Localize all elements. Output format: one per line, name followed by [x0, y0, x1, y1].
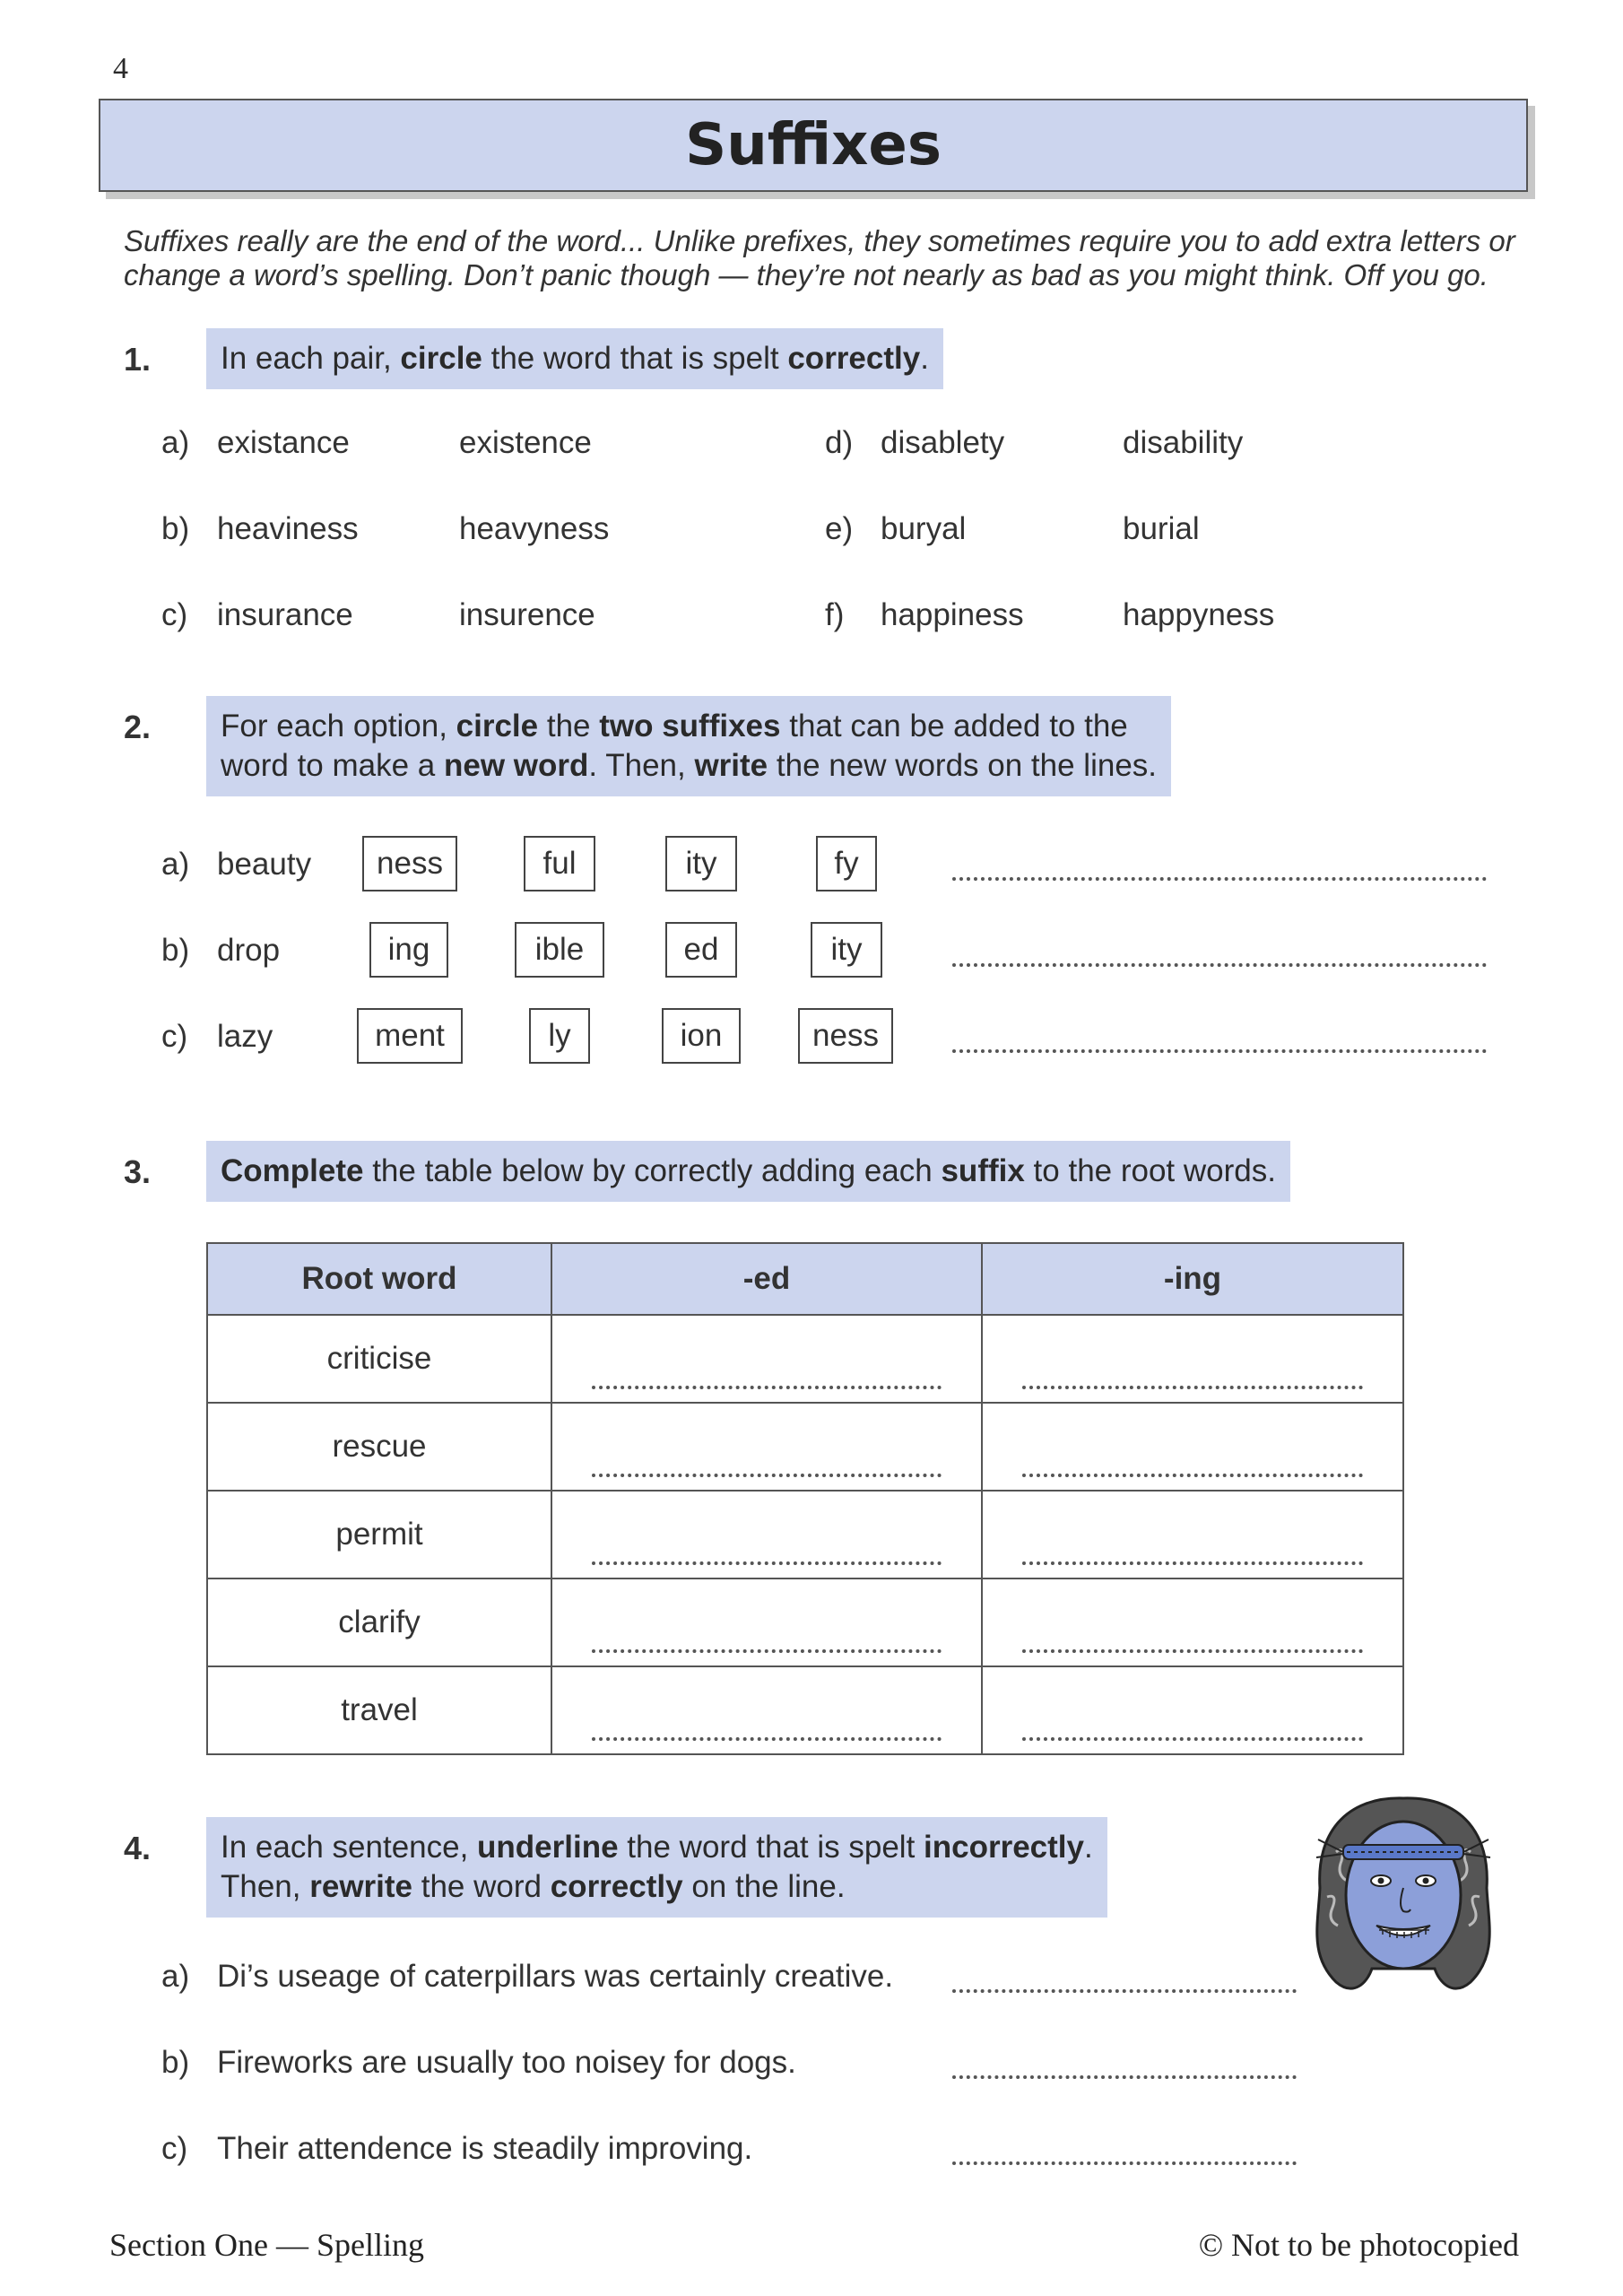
answer-line[interactable] [1022, 1649, 1363, 1653]
q2c-suffix-box[interactable]: ment [357, 1008, 463, 1064]
intro-text: Suffixes really are the end of the word... Unlike prefixes, they sometimes require you to add extra letters or change a word’s spelling. Don’t panic though — they’re not nearly as bad as you might think. Off you go. [124, 224, 1515, 291]
root-word-cell: criticise [207, 1315, 551, 1403]
q4-instr-text: the word [412, 1869, 551, 1904]
q2a-suffix-box[interactable]: fy [816, 836, 877, 891]
q1d-label: d) [825, 425, 854, 460]
q2-instr-text: . Then, [588, 748, 695, 783]
q2c-word: lazy [217, 1019, 273, 1054]
table-row [207, 1578, 1403, 1666]
q1b-word2[interactable]: heavyness [459, 511, 610, 546]
ed-answer-cell[interactable] [551, 1666, 982, 1754]
q1f-word1[interactable]: happiness [881, 597, 1024, 632]
root-word-cell: travel [207, 1666, 551, 1754]
q2b-suffix-box[interactable]: ible [515, 922, 604, 978]
page-title: Suffixes [685, 112, 942, 178]
q3-number: 3. [124, 1153, 152, 1190]
q2-instr-bold: new word [444, 748, 589, 783]
q4a-sentence[interactable]: Di’s useage of caterpillars was certainly creative. [217, 1959, 894, 1994]
title-banner [99, 99, 1528, 192]
answer-line[interactable] [1022, 1386, 1363, 1389]
q1b-label: b) [161, 511, 190, 546]
q2a-suffix-box[interactable]: ity [665, 836, 737, 891]
q2c-suffix-box[interactable]: ly [529, 1008, 590, 1064]
q4-instr-text: In each sentence, [221, 1830, 478, 1865]
q3-instruction [206, 1141, 1290, 1202]
q4-instr-text: on the line. [682, 1869, 846, 1904]
answer-line[interactable] [592, 1649, 942, 1653]
q4a-label: a) [161, 1959, 190, 1994]
answer-line[interactable] [1022, 1474, 1363, 1477]
q2-instruction [206, 696, 1171, 796]
q1-instr-bold: correctly [787, 341, 921, 376]
q3-instr-bold: Complete [221, 1153, 364, 1188]
table-row [207, 1403, 1403, 1491]
q4-number: 4. [124, 1830, 152, 1866]
girl-illustration [1300, 1789, 1506, 2005]
q4-instr-bold: incorrectly [924, 1830, 1084, 1865]
q2a-label: a) [161, 847, 190, 882]
ing-answer-cell[interactable] [982, 1315, 1403, 1403]
answer-line[interactable] [1022, 1737, 1363, 1741]
answer-line[interactable] [592, 1561, 942, 1565]
q2-instr-text: the new words on the lines. [768, 748, 1158, 783]
q2a-suffix-box[interactable]: ness [362, 836, 457, 891]
q3-instr-text: the table below by correctly adding each [363, 1153, 942, 1188]
q2-instr-line1 [221, 707, 1157, 746]
q3-instr-bold: suffix [941, 1153, 1025, 1188]
q1a-word1[interactable]: existance [217, 425, 350, 460]
q2-instr-line2 [221, 746, 1157, 786]
q4-instr-text: Then, [221, 1869, 310, 1904]
q1e-word1[interactable]: buryal [881, 511, 967, 546]
q2c-label: c) [161, 1019, 188, 1054]
q2c-suffix-box[interactable]: ness [798, 1008, 893, 1064]
q2b-suffix-box[interactable]: ing [369, 922, 448, 978]
q2-instr-bold: two suffixes [599, 709, 781, 744]
q1-instr-text: . [920, 341, 929, 376]
q1a-word2[interactable]: existence [459, 425, 592, 460]
q2-instr-bold: write [694, 748, 768, 783]
q4b-label: b) [161, 2045, 190, 2080]
ing-answer-cell[interactable] [982, 1491, 1403, 1578]
q2a-answer-line[interactable] [952, 877, 1487, 881]
answer-line[interactable] [592, 1386, 942, 1389]
q1-number: 1. [124, 341, 152, 378]
ed-answer-cell[interactable] [551, 1403, 982, 1491]
table-header-row [207, 1243, 1403, 1315]
table-row [207, 1666, 1403, 1754]
q1c-label: c) [161, 597, 188, 632]
footer-section: Section One — Spelling [109, 2227, 424, 2263]
q2b-label: b) [161, 933, 190, 968]
q4b-answer-line[interactable] [952, 2075, 1297, 2079]
ed-answer-cell[interactable] [551, 1578, 982, 1666]
table-row [207, 1491, 1403, 1578]
q1a-label: a) [161, 425, 190, 460]
q2b-suffix-box[interactable]: ed [665, 922, 737, 978]
q2-instr-text: word to make a [221, 748, 444, 783]
page-number: 4 [113, 52, 128, 85]
q2-number: 2. [124, 709, 152, 745]
q1-instr-text: In each pair, [221, 341, 401, 376]
q4c-sentence[interactable]: Their attendence is steadily improving. [217, 2131, 753, 2166]
q4c-answer-line[interactable] [952, 2161, 1297, 2165]
table-row [207, 1315, 1403, 1403]
q4-instruction [206, 1817, 1107, 1918]
q3-instr-text: to the root words. [1024, 1153, 1276, 1188]
q1-instruction [206, 328, 943, 389]
ing-answer-cell[interactable] [982, 1578, 1403, 1666]
q2-instr-text: For each option, [221, 709, 456, 744]
ing-answer-cell[interactable] [982, 1666, 1403, 1754]
answer-line[interactable] [592, 1737, 942, 1741]
q2b-word: drop [217, 933, 281, 968]
q4-instr-text: the word that is spelt [618, 1830, 924, 1865]
q2-instr-text: that can be added to the [780, 709, 1128, 744]
q1b-word1[interactable]: heaviness [217, 511, 359, 546]
q4b-sentence[interactable]: Fireworks are usually too noisey for dogs. [217, 2045, 796, 2080]
ed-answer-cell[interactable] [551, 1491, 982, 1578]
answer-line[interactable] [1022, 1561, 1363, 1565]
root-word-cell: rescue [207, 1403, 551, 1491]
q1f-word2[interactable]: happyness [1123, 597, 1275, 632]
q4-instr-line2 [221, 1867, 1093, 1907]
q1c-word1[interactable]: insurance [217, 597, 353, 632]
q2-instr-bold: circle [456, 709, 539, 744]
q1c-word2[interactable]: insurence [459, 597, 595, 632]
q1-instr-text: the word that is spelt [482, 341, 788, 376]
root-word-cell: permit [207, 1491, 551, 1578]
ed-answer-cell[interactable] [551, 1315, 982, 1403]
q1d-word2[interactable]: disability [1123, 425, 1244, 460]
suffix-table [206, 1242, 1404, 1755]
q1-instr-bold: circle [400, 341, 482, 376]
q4c-label: c) [161, 2131, 188, 2166]
ing-answer-cell[interactable] [982, 1403, 1403, 1491]
q4-instr-bold: correctly [550, 1869, 683, 1904]
q4-instr-line1 [221, 1828, 1093, 1867]
q4-instr-bold: rewrite [309, 1869, 413, 1904]
q2b-suffix-box[interactable]: ity [811, 922, 882, 978]
footer-copyright: © Not to be photocopied [1198, 2227, 1519, 2263]
q1f-label: f) [825, 597, 845, 632]
q2c-suffix-box[interactable]: ion [662, 1008, 741, 1064]
q2b-answer-line[interactable] [952, 963, 1487, 967]
root-word-cell: clarify [207, 1578, 551, 1666]
q2-instr-text: the [538, 709, 600, 744]
q4-instr-bold: underline [477, 1830, 619, 1865]
q1d-word1[interactable]: disablety [881, 425, 1005, 460]
q2c-answer-line[interactable] [952, 1049, 1487, 1053]
q4-instr-text: . [1084, 1830, 1093, 1865]
header-ed: -ed [551, 1243, 982, 1315]
header-root-word: Root word [207, 1243, 551, 1315]
q1e-word2[interactable]: burial [1123, 511, 1200, 546]
q2a-word: beauty [217, 847, 312, 882]
q2a-suffix-box[interactable]: ful [524, 836, 595, 891]
answer-line[interactable] [592, 1474, 942, 1477]
q4a-answer-line[interactable] [952, 1989, 1297, 1993]
q1e-label: e) [825, 511, 854, 546]
header-ing: -ing [982, 1243, 1403, 1315]
